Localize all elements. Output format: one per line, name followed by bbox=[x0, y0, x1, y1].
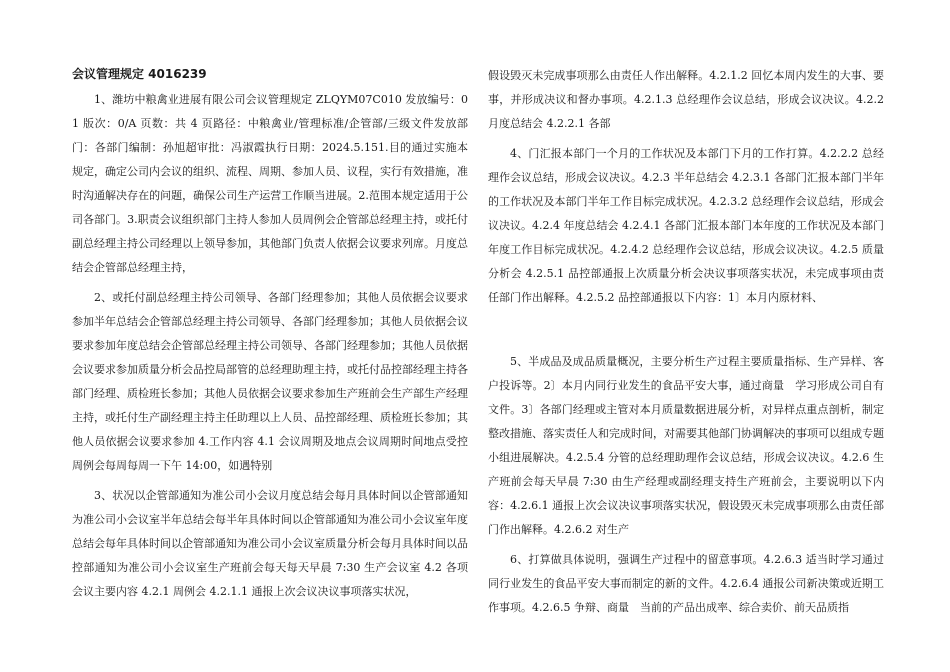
paragraph-2: 2、或托付副总经理主持公司领导、各部门经理参加；其他人员依据会议要求参加半年总结会企管部总经理主持公司领导、各部门经理参加；其他人员依据会议要求参加年度总结会企管部总经理主持公司领导、各部门经理参加；其他人员依据会议要求参加质量分析会品控局部管的总经理助理主持，或托付品控部经理主持各部门经理、质检班长参加；其他人员依据会议要求参加生产班前会生产部生产经理主持，或托付生产副经理主持主任助理以上人员、品控部经理、质检班长参加；其他人员依据会议要求参加 4.工作内容 4.1 会议周期及地点会议周期时间地点受控周例会每周每周一下午 14:00，如遇特别 bbox=[72, 291, 468, 472]
paragraph-3-continued: 假设毁灭未完成事项那么由责任人作出解释。4.2.1.2 回忆本周内发生的大事、要事，并形成决议和督办事项。4.2.1.3 总经理作会议总结，形成会议决议。4.2.2 月度总结会 4.2.2.1 各部 bbox=[488, 69, 884, 130]
document-title: 会议管理规定 4016239 bbox=[72, 67, 207, 81]
paragraph-6: 6、打算做具体说明，强调生产过程中的留意事项。4.2.6.3 适当时学习通过同行业发生的食品平安大事而制定的新的文件。4.2.6.4 通报公司新决策或近期工作事项。4.2.6.5 争辩、商量 当前的产品出成率、综合卖价、前天品质指 bbox=[488, 553, 884, 614]
paragraph-1: 1、潍坊中粮禽业进展有限公司会议管理规定 ZLQYM07C010 发放编号：01 版次：0/A 页数：共 4 页路径：中粮禽业/管理标准/企管部/三级文件发放部门：各部门编制：孙旭超审批：冯淑霞执行日期：2024.5.151.目的通过实施本规定，确定公司内会议的组织、流程、周期、参加人员、议程，实行有效措施，准时沟通解决存在的问题，确保公司生产运营工作顺当进展。2.范围本规定适用于公司各部门。3.职责会议组织部门主持人参加人员周例会企管部总经理主持，或托付副总经理主持公司经理以上领导参加，其他部门负责人依据会议要求列席。月度总结会企管部总经理主持， bbox=[72, 93, 468, 274]
right-column bbox=[488, 64, 884, 626]
paragraph-3: 3、状况以企管部通知为准公司小会议月度总结会每月具体时间以企管部通知为准公司小会议室半年总结会每半年具体时间以企管部通知为准公司小会议室年度总结会每年具体时间以企管部通知为准公司小会议室质量分析会每月具体时间以品控部通知为准公司小会议室生产班前会每天每天早晨 7:30 生产会议室 4.2 各项会议主要内容 4.2.1 周例会 4.2.1.1 通报上次会议决议事项落实状况， bbox=[72, 489, 468, 598]
paragraph-4: 4、门汇报本部门一个月的工作状况及本部门下月的工作打算。4.2.2.2 总经理作会议总结，形成会议决议。4.2.3 半年总结会 4.2.3.1 各部门汇报本部门半年的工作状况及本部门半年工作目标完成状况。4.2.3.2 总经理作会议总结，形成会议决议。4.2.4 年度总结会 4.2.4.1 各部门汇报本部门本年度的工作状况及本部门年度工作目标完成状况。4.2.4.2 总经理作会议总结，形成会议决议。4.2.5 质量分析会 4.2.5.1 品控部通报上次质量分析会决议事项落实状况，未完成事项由责任部门作出解释。4.2.5.2 品控部通报以下内容：1〕本月内原材料、 bbox=[488, 147, 884, 304]
paragraph-5: 5、半成品及成品质量概况，主要分析生产过程主要质量指标、生产异样、客户投诉等。2〕本月内同行业发生的食品平安大事，通过商量 学习形成公司自有文件。3〕各部门经理或主管对本月质量数据进展分析，对异样点重点剖析，制定整改措施、落实责任人和完成时间，对需要其他部门协调解决的事项可以组成专题小组进展解决。4.2.5.4 分管的总经理助理作会议总结，形成会议决议。4.2.6 生产班前会每天早晨 7:30 由生产经理或副经理支持生产班前会，主要说明以下内容：4.2.6.1 通报上次会议决议事项落实状况，假设毁灭未完成事项那么由责任部门作出解释。4.2.6.2 对生产 bbox=[488, 355, 884, 536]
left-column bbox=[72, 64, 468, 610]
